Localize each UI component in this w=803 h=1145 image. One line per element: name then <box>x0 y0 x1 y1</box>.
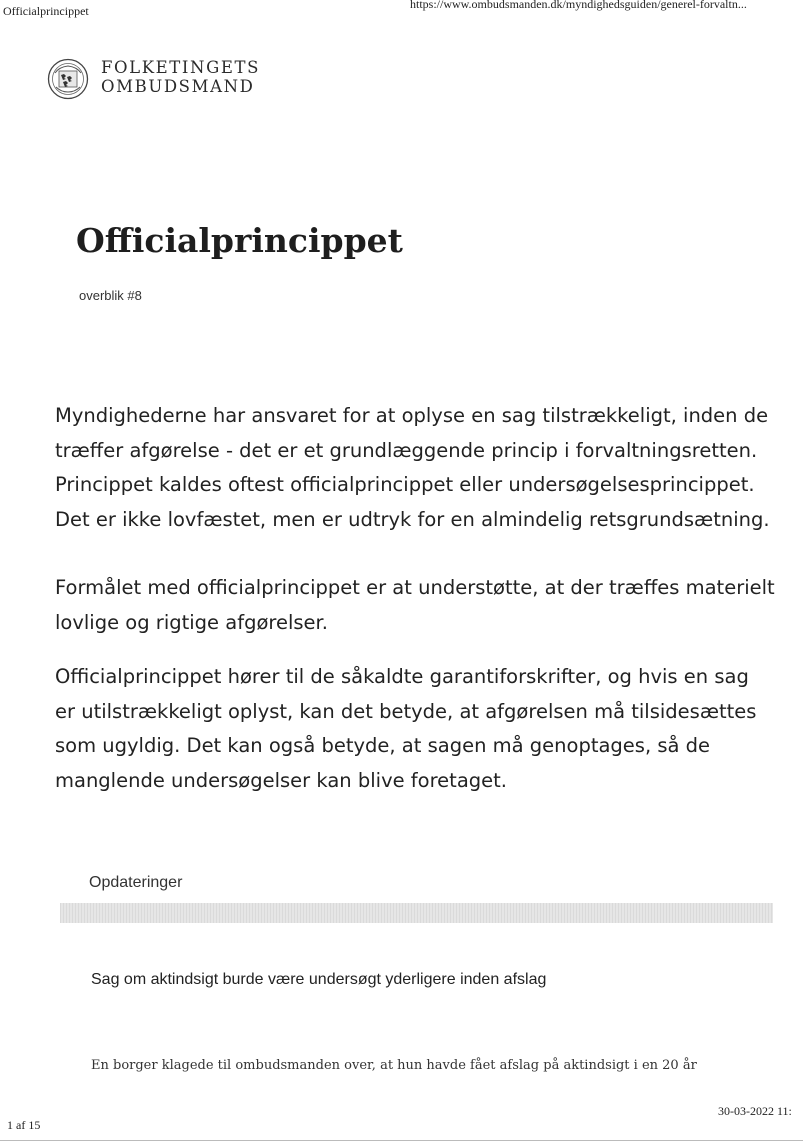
update-item-title[interactable]: Sag om aktindsigt burde være undersøgt yderligere inden afslag <box>91 971 547 988</box>
updates-divider <box>60 903 773 923</box>
print-footer-datetime: 30-03-2022 11: <box>718 1104 792 1118</box>
print-header-title: Officialprincippet <box>3 4 89 18</box>
org-line-1: FOLKETINGETS <box>101 58 260 77</box>
print-footer-page: 1 af 15 <box>7 1118 41 1132</box>
organization-name[interactable] <box>101 58 260 96</box>
royal-seal-icon[interactable] <box>47 58 89 100</box>
footer-divider <box>0 1140 803 1141</box>
guarantee-paragraph: Officialprincippet hører til de såkaldte garantiforskrifter, og hvis en sag er utilstrækkeligt oplyst, kan det betyde, at afgørelsen må tilsidesættes som ugyldig. Det kan også betyde, at sagen må genoptages, så de manglende undersøgelser kan blive foretaget. <box>55 665 757 792</box>
print-header-url: https://www.ombudsmanden.dk/myndighedsguiden/generel-forvaltn... <box>410 0 747 11</box>
intro-paragraph: Myndighederne har ansvaret for at oplyse en sag tilstrækkeligt, inden de træffer afgørelse - det er et grundlæggende princip i forvaltningsretten. Princippet kaldes oftest officialprincippet eller undersøgelsesprincippet. Det er ikke lovfæstet, men er udtryk for en almindelig retsgrundsætning. <box>55 404 770 531</box>
page-subtitle: overblik #8 <box>79 288 142 303</box>
updates-heading: Opdateringer <box>89 874 183 891</box>
page-title: Officialprincippet <box>76 221 403 260</box>
org-line-2: OMBUDSMAND <box>101 77 255 96</box>
purpose-paragraph: Formålet med officialprincippet er at understøtte, at der træffes materielt lovlige og rigtige afgørelser. <box>55 576 775 634</box>
update-item-text: En borger klagede til ombudsmanden over, at hun havde fået afslag på aktindsigt i en 20 år <box>91 1058 697 1073</box>
